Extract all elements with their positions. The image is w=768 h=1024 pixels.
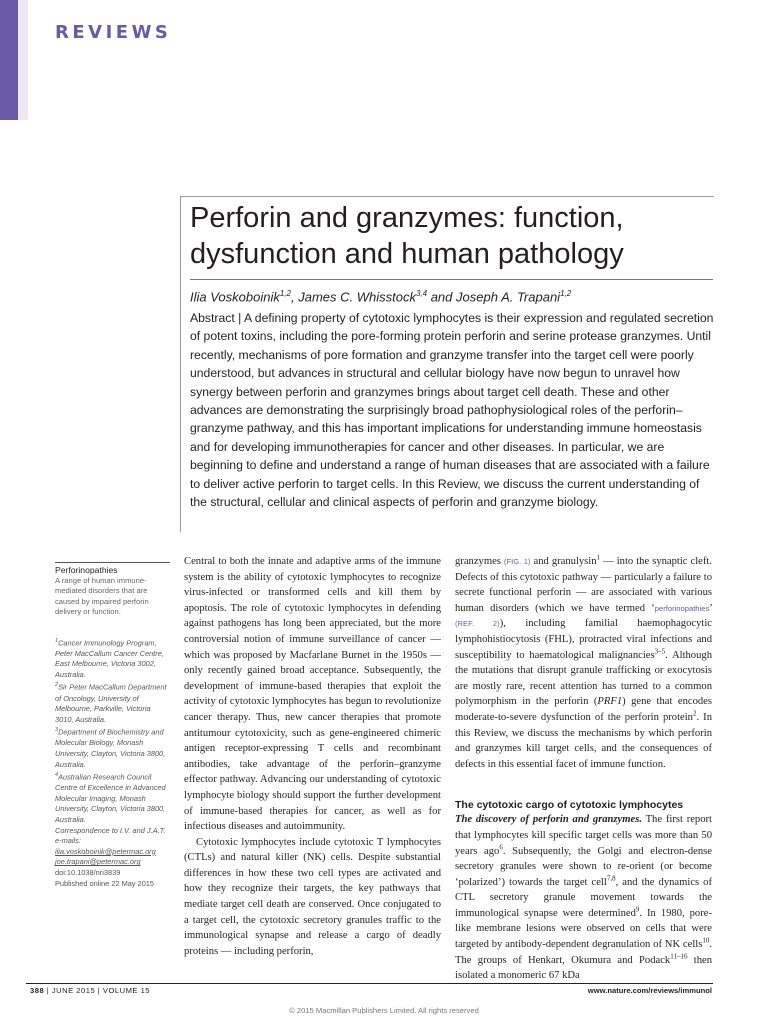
text-run: — into the synaptic cleft. Defects of this cytotoxic pathway — particularly a failure to secrete functional perforin — are associated with various human disorders (which we have termed ‘ (455, 556, 713, 614)
text-run: granzymes (455, 556, 501, 567)
subheading: The discovery of perforin and granzymes. (455, 814, 642, 826)
footer-issue-info (30, 986, 150, 995)
section-label: REVIEWS (55, 22, 172, 43)
text-run: then isolated a monomeric 67 kDa (455, 954, 712, 982)
text-run: . The groups of Henkart, Okumura and Podack (455, 939, 712, 966)
doi: doi:10.1038/nri3839 (55, 867, 121, 877)
correspondence: Correspondence to I.V. and J.A.T. (55, 825, 166, 835)
footer-divider (26, 983, 713, 984)
text-run: . Although the mutations that disrupt granule trafficking or exocytosis are mostly rare, recent attention has turned to a common polymorphism in the perforin ( (455, 649, 712, 708)
affiliation-text: Australian Research Council Centre of Excellence in Advanced Molecular Imaging, Monash University, Clayton, Victoria 3800, Australia. (55, 772, 166, 824)
affiliation-number: 1 (55, 637, 59, 644)
paragraph (455, 554, 712, 772)
citation: 1 (596, 553, 601, 562)
margin-sidebar (55, 562, 170, 889)
author-separator: and (427, 289, 457, 305)
figure-reference[interactable]: (FIG. 1) (503, 557, 531, 566)
text-run: . In 1980, pore-like membrane lesions were observed on cells that were targeted by antibody-dependent degranulation of NK cells (455, 907, 712, 951)
text-run: ), including familial haemophagocytic lymphohistiocytosis (FHL), protracted viral infections and susceptibility to haematological malignancies (455, 618, 712, 661)
affiliation-text: Cancer Immunology Program, Peter MacCallum Cancer Centre, East Melbourne, Victoria 3002, Australia. (55, 638, 164, 679)
affiliations (55, 636, 170, 826)
author-affiliation-mark: 1,2 (279, 289, 291, 298)
citation: 2 (692, 709, 697, 718)
section-color-band (0, 0, 18, 120)
glossary-divider (55, 562, 170, 563)
affiliation-text: Sir Peter MacCallum Department of Oncology, University of Melbourne, Parkville, Victoria 3010, Australia. (55, 682, 167, 724)
text-run: ’ (709, 602, 712, 614)
citation: 11–16 (670, 952, 688, 961)
body-column-1 (184, 554, 441, 959)
text-run: . In this Review, we discuss the mechanisms by which perforin and granzymes kill target cells, and the consequences of defects in this essential facet of immune function. (455, 711, 712, 770)
affiliation (55, 725, 170, 770)
affiliation-number: 4 (55, 772, 59, 779)
author-name: James C. Whisstock (298, 289, 416, 305)
author-affiliation-mark: 3,4 (415, 289, 428, 298)
article-title: Perforin and granzymes: function, dysfunction and human pathology (190, 202, 624, 270)
section-heading: The cytotoxic cargo of cytotoxic lymphocytes (455, 799, 684, 812)
email-link-voskoboinik[interactable]: ilia.voskoboinik@petermac.org (55, 846, 156, 856)
author-separator: , (290, 289, 299, 305)
abstract: Abstract | A defining property of cytotoxic lymphocytes is their expression and regulated secretion of potent toxins, including the pore-forming protein perforin and serine protease granzymes. Until recently, mechanisms of pore formation and granzyme transfer into the target cell were poorly understood, but advances in structural and cellular biology have now begun to unravel how synergy between perforin and granzymes brings about target cell death. These and other advances are demonstrating the surprisingly broad pathophysiological roles of the perforin–granzyme pathway, and this has important implications for understanding immune homeostasis and for developing immunotherapies for cancer and other diseases. In particular, we are beginning to define and understand a range of human diseases that are associated with a failure to deliver active perforin to target cells. In this Review, we discuss the current understanding of the structural, cellular and clinical aspects of perforin and granzyme biology. (190, 311, 714, 510)
glossary-term: Perforinopathies (55, 565, 118, 575)
affiliation (55, 770, 170, 825)
emails-label: e-mails: (55, 836, 81, 846)
author-affiliation-mark: 1,2 (560, 289, 572, 298)
body-column-2 (455, 554, 712, 984)
title-divider (190, 279, 713, 280)
text-run: The first report that lymphocytes kill specific target cells was more than 50 years ago (455, 814, 712, 857)
paragraph (455, 812, 712, 984)
text-run: and granulysin (530, 556, 597, 567)
paragraph: Cytotoxic lymphocytes include cytotoxic T lymphocytes (CTLs) and natural killer (NK) cells. Despite substantial differences in how these two cell types are activated and how they recognize their targets, the key pathways that mediate target cell death are conserved. Once conjugated to a target cell, the cytotoxic secretory granules traffic to the immunological synapse and release a cargo of deadly proteins — including perforin, (184, 836, 441, 957)
affiliation-number: 3 (55, 727, 59, 734)
page-number: 388 (30, 986, 45, 995)
text-run: . Subsequently, the Golgi and electron-dense secretory granules were shown to re-orient (or become ‘polarized’) towards the target cell (455, 845, 713, 888)
paragraph: Central to both the innate and adaptive arms of the immune system is the ability of cytotoxic lymphocytes to recognize virus-infected or transformed cells and kill them by apoptosis. The role of cytotoxic lymphocytes in defending against pathogens has long been appreciated, but the more controversial notion of immune surveillance of cancer — which was proposed by Macfarlane Burnet in the 1950s — only recently gained broad acceptance. Subsequently, the development of immune-based therapies that exploit the activity of cytotoxic lymphocytes has begun to revolutionize cancer therapy. Thus, new cancer therapies that promote antitumour cytotoxicity, such as gene-engineered chimeric antigen receptor-expressing T cells and recombinant antibodies, take advantage of the perforin–granzyme effector pathway. Advancing our understanding of cytotoxic lymphocyte biology should support the further development of immune-based therapies for cancer, as well as for infectious diseases and autoimmunity. (184, 556, 441, 833)
text-run: , and the dynamics of CTL secretory granule movement towards the immunological synapse were determined (455, 876, 712, 919)
section-color-band-light (18, 0, 28, 120)
author-list (190, 285, 710, 306)
text-run: ) gene that encodes moderate-to-severe dysfunction of the perforin protein (455, 696, 712, 723)
affiliation-number: 2 (55, 682, 59, 689)
author-name: Joseph A. Trapani (456, 289, 561, 305)
email-link-trapani[interactable]: joe.trapani@petermac.org (55, 857, 141, 867)
affiliation (55, 636, 170, 681)
affiliation-text: Department of Biochemistry and Molecular Biology, Monash University, Clayton, Victoria 3800, Australia. (55, 727, 166, 769)
ref-link[interactable]: (REF. 2) (455, 619, 500, 629)
citation: 6 (499, 842, 503, 851)
citation: 9 (635, 905, 640, 914)
citation: 10 (702, 936, 710, 945)
glossary-definition: A range of human immune-mediated disorders that are caused by impaired perforin delivery or function. (55, 576, 149, 617)
publication-date: Published online 22 May 2015 (55, 878, 155, 888)
citation: 3–5 (654, 647, 666, 656)
gene-name: PRF1 (597, 696, 623, 708)
copyright-notice: © 2015 Macmillan Publishers Limited. All rights reserved (289, 1006, 479, 1015)
issue-info: | JUNE 2015 | VOLUME 15 (44, 986, 151, 995)
affiliation (55, 680, 170, 725)
citation: 7,8 (606, 874, 616, 883)
glossary-link[interactable]: perforinopathies (654, 603, 710, 613)
author-name: Ilia Voskoboinik (190, 289, 280, 305)
journal-url[interactable]: www.nature.com/reviews/immunol (587, 986, 712, 995)
